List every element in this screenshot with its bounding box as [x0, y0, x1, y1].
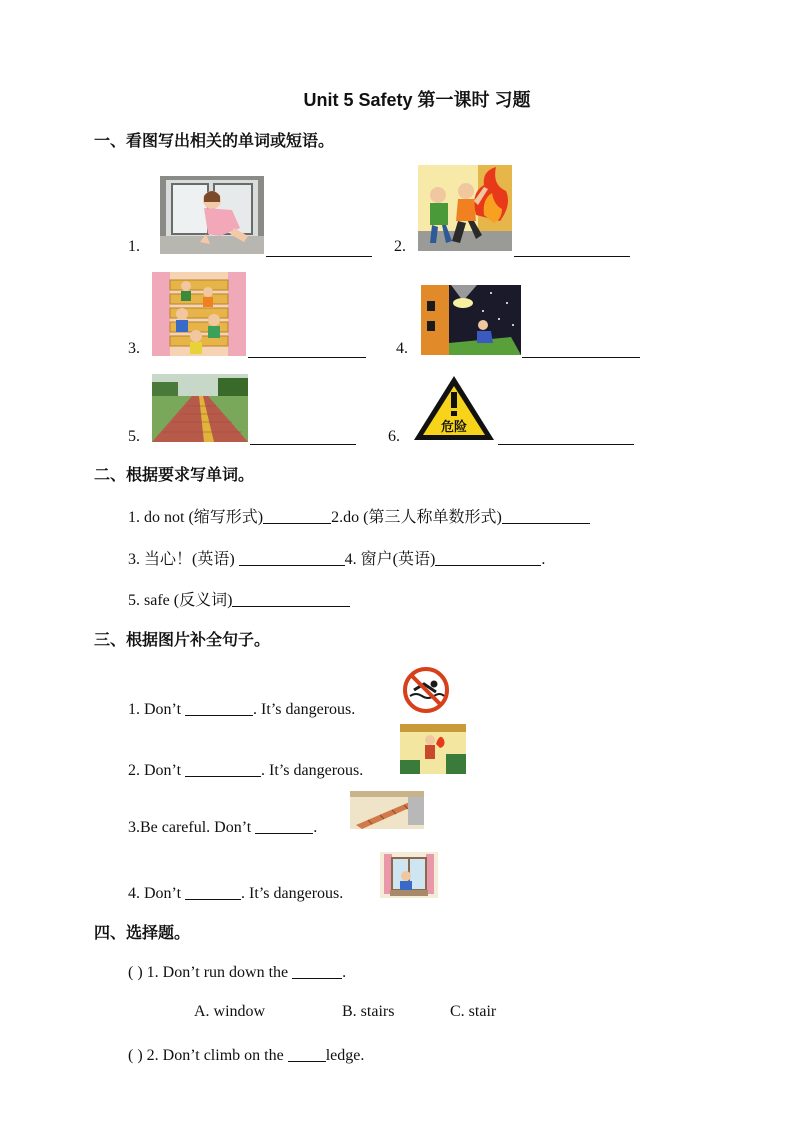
s2-q5-blank[interactable]: [232, 590, 350, 607]
s2-q5-text: 5. safe (反义词): [128, 592, 233, 609]
window-small-picture: [380, 852, 438, 898]
s3-q4-text: 4. Don’t: [128, 885, 186, 902]
s4-q1-option-b[interactable]: B. stairs: [342, 1003, 395, 1020]
danger-sign-picture: [412, 372, 496, 444]
section-1-heading: 一、看图写出相关的单词或短语。: [94, 131, 335, 150]
section-2-heading: 二、根据要求写单词。: [94, 465, 255, 484]
s3-question-2: [128, 760, 363, 780]
answer-line-6[interactable]: [498, 444, 634, 445]
danger-sign-text: 危险: [440, 420, 467, 435]
answer-line-1[interactable]: [266, 256, 372, 257]
s4-q1-end: .: [342, 964, 347, 981]
s2-question-1-2: [128, 504, 590, 527]
s4-q1-text: ( ) 1. Don’t run down the: [128, 964, 293, 981]
s3-question-1: [128, 699, 355, 719]
s2-q1-text: 1. do not (缩写形式): [128, 509, 264, 526]
s4-question-1: [128, 962, 346, 982]
climbing-ledge-picture: [421, 285, 521, 355]
s3-question-4: [128, 883, 343, 903]
item-3-number: 3.: [128, 340, 140, 357]
climbing-window-picture: [160, 176, 264, 254]
s4-q2-blank[interactable]: [288, 1045, 326, 1062]
s3-q1-end: . It’s dangerous.: [253, 701, 356, 718]
item-1-number: 1.: [128, 238, 140, 255]
s3-q4-end: . It’s dangerous.: [241, 885, 344, 902]
s2-q3-blank[interactable]: [239, 549, 345, 566]
s3-q1-text: 1. Don’t: [128, 701, 186, 718]
s3-q1-blank[interactable]: [185, 699, 253, 716]
s2-q4-text: 4. 窗户(英语): [344, 551, 436, 568]
section-3-heading: 三、根据图片补全句子。: [94, 630, 271, 649]
s2-question-3-4: [128, 546, 545, 569]
answer-line-5[interactable]: [250, 444, 356, 445]
s4-question-2: [128, 1045, 364, 1065]
no-swimming-icon: [402, 666, 450, 714]
item-6-number: 6.: [388, 428, 400, 445]
s2-q2-blank[interactable]: [502, 507, 590, 524]
item-4-number: 4.: [396, 340, 408, 357]
section-4-heading: 四、选择题。: [94, 923, 191, 942]
fire-play-small-picture: [400, 724, 466, 774]
stairs-small-picture: [350, 791, 424, 829]
answer-line-4[interactable]: [522, 357, 640, 358]
s3-question-3: [128, 817, 317, 837]
answer-line-3[interactable]: [248, 357, 366, 358]
s4-q2-end: ledge.: [325, 1047, 365, 1064]
s3-q3-text: 3.Be careful. Don’t: [128, 819, 256, 836]
s3-q2-text: 2. Don’t: [128, 762, 186, 779]
item-2-number: 2.: [394, 238, 406, 255]
s3-q3-end: .: [313, 819, 318, 836]
s2-q1-blank[interactable]: [263, 507, 331, 524]
s3-q3-blank[interactable]: [255, 817, 313, 834]
playing-fire-picture: [418, 165, 512, 251]
s4-q2-text: ( ) 2. Don’t climb on the: [128, 1047, 288, 1064]
answer-line-2[interactable]: [514, 256, 630, 257]
s2-q3-text: 3. 当心！(英语): [128, 551, 239, 568]
running-stairs-picture: [152, 272, 246, 356]
s2-question-5: [128, 587, 350, 610]
s2-q2-text: 2.do (第三人称单数形式): [331, 509, 502, 526]
s3-q2-blank[interactable]: [185, 760, 261, 777]
s4-q1-option-a[interactable]: A. window: [194, 1003, 266, 1020]
s2-q4-end: .: [541, 551, 546, 568]
s3-q4-blank[interactable]: [185, 883, 241, 900]
sidewalk-picture: [152, 374, 248, 442]
item-5-number: 5.: [128, 428, 140, 445]
s4-q1-blank[interactable]: [292, 962, 342, 979]
s3-q2-end: . It’s dangerous.: [261, 762, 364, 779]
s2-q4-blank[interactable]: [435, 549, 541, 566]
s4-q1-option-c[interactable]: C. stair: [450, 1003, 497, 1020]
page-title: Unit 5 Safety 第一课时 习题: [303, 90, 531, 110]
